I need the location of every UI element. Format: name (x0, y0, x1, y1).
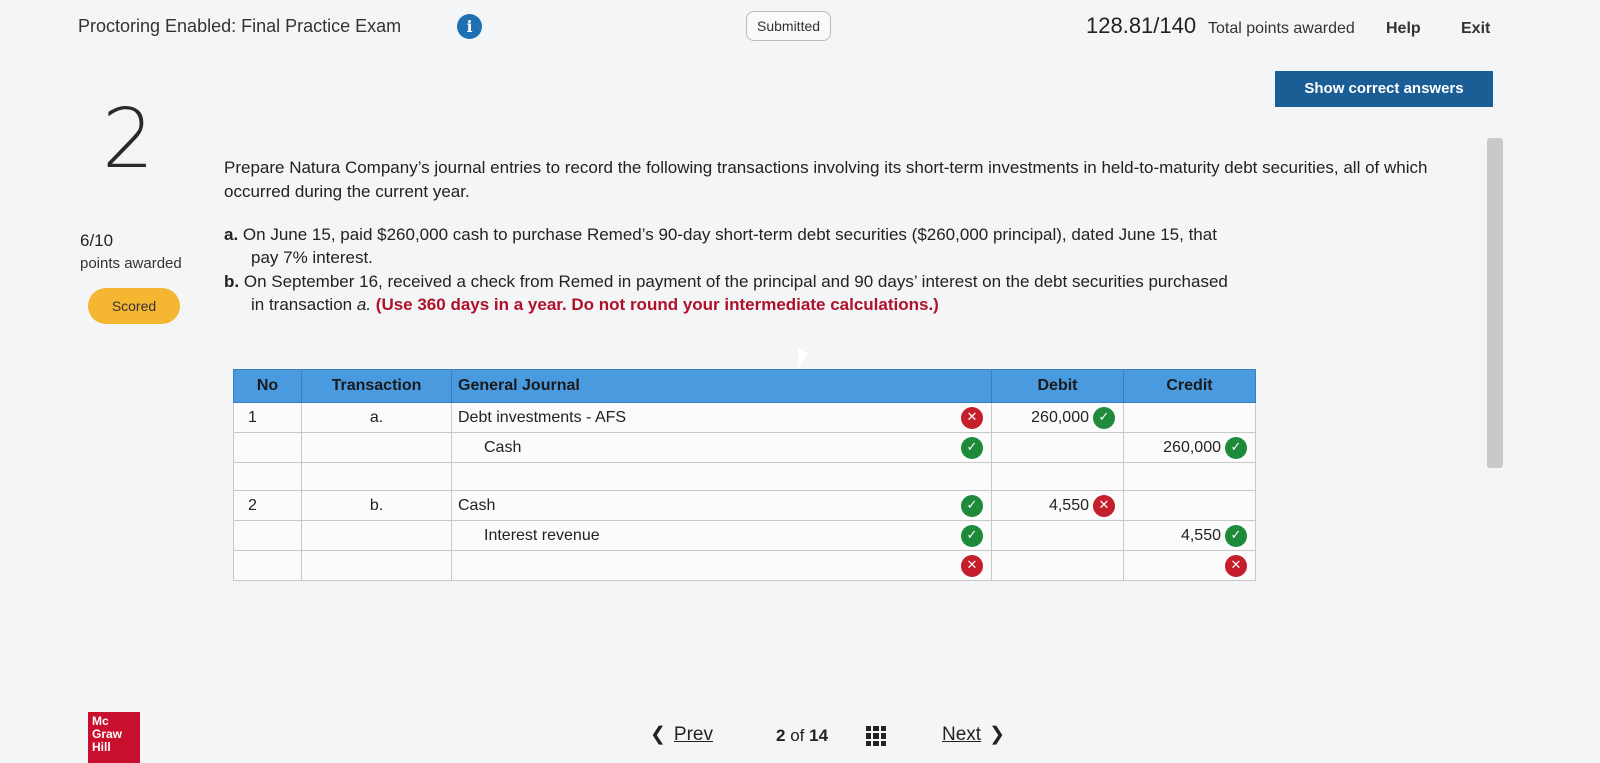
cell-transaction (302, 551, 452, 581)
correct-icon: ✓ (1225, 525, 1247, 547)
cell-credit[interactable] (1124, 551, 1256, 581)
correct-icon: ✓ (961, 525, 983, 547)
cell-account[interactable] (452, 463, 992, 491)
correct-icon: ✓ (1093, 407, 1115, 429)
correct-icon: ✓ (961, 437, 983, 459)
prev-label: Prev (673, 724, 713, 745)
incorrect-icon: ✕ (1225, 555, 1247, 577)
header-bar (0, 0, 1600, 55)
cell-transaction (302, 521, 452, 551)
cell-account[interactable] (452, 551, 992, 581)
item-a-text: On June 15, paid $260,000 cash to purchase Remed’s 90-day short-term debt securities ($260,000 principal), dated June 15, that (242, 225, 1217, 244)
cell-transaction (302, 433, 452, 463)
cell-no (234, 433, 302, 463)
item-b-note: (Use 360 days in a year. Do not round your intermediate calculations.) (375, 295, 939, 314)
question-item-a (224, 223, 1444, 269)
table-row (234, 403, 1256, 433)
page-current: 2 (776, 726, 786, 745)
item-b-text-cont (224, 293, 1444, 316)
question-number: 2 (102, 92, 155, 187)
exam-title: Proctoring Enabled: Final Practice Exam (78, 16, 402, 36)
debit-value: 260,000 (1031, 408, 1089, 426)
question-score: 6/10 (80, 231, 114, 250)
credit-value: 4,550 (1180, 526, 1221, 544)
question-grid-icon[interactable] (866, 726, 886, 746)
cell-no: 1 (234, 403, 302, 433)
question-score-label: points awarded (80, 255, 182, 272)
item-a-text-cont: pay 7% interest. (251, 248, 373, 267)
cell-account[interactable] (452, 521, 992, 551)
cell-debit[interactable] (992, 491, 1124, 521)
logo-line-1: Mc (92, 714, 109, 728)
item-b-label: b. (224, 272, 240, 291)
header-debit: Debit (992, 370, 1124, 403)
cell-debit[interactable] (992, 403, 1124, 433)
mcgraw-hill-logo (88, 712, 140, 763)
cell-transaction: b. (302, 491, 452, 521)
cell-credit[interactable] (1124, 491, 1256, 521)
help-link[interactable]: Help (1386, 20, 1421, 37)
question-prompt: Prepare Natura Company’s journal entries to record the following transactions involving its short-term investments in held-to-maturity debt securities, all of which occurred during the current year. (224, 158, 1428, 201)
page-of: of (790, 726, 805, 745)
exit-link[interactable]: Exit (1461, 20, 1491, 37)
item-b-text: On September 16, received a check from Remed in payment of the principal and 90 days’ interest on the debt securities purchased (243, 272, 1228, 291)
chevron-right-icon: ❯ (989, 724, 1005, 745)
cell-no (234, 521, 302, 551)
prev-button[interactable] (650, 723, 721, 746)
cell-credit[interactable] (1124, 521, 1256, 551)
cell-credit[interactable] (1124, 433, 1256, 463)
incorrect-icon: ✕ (961, 555, 983, 577)
item-b-ref: a. (356, 295, 372, 314)
table-row (234, 521, 1256, 551)
correct-icon: ✓ (961, 495, 983, 517)
account-text: Interest revenue (484, 526, 600, 544)
item-a-label: a. (224, 225, 239, 244)
account-text: Cash (484, 438, 522, 456)
scrollbar[interactable] (1487, 138, 1503, 468)
cell-no: 2 (234, 491, 302, 521)
question-item-b (224, 270, 1444, 316)
table-row (234, 551, 1256, 581)
logo-line-3: Hill (92, 740, 111, 754)
cell-no (234, 551, 302, 581)
logo-line-2: Graw (92, 727, 123, 741)
cell-account[interactable] (452, 403, 992, 433)
table-row (234, 433, 1256, 463)
cell-transaction (302, 463, 452, 491)
info-icon[interactable]: i (457, 14, 482, 39)
debit-value: 4,550 (1048, 496, 1089, 514)
cell-debit[interactable] (992, 463, 1124, 491)
page-total: 14 (809, 726, 829, 745)
header-general-journal: General Journal (452, 370, 992, 403)
journal-header-row (234, 370, 1256, 403)
cell-credit[interactable] (1124, 463, 1256, 491)
cell-debit[interactable] (992, 521, 1124, 551)
cell-debit[interactable] (992, 551, 1124, 581)
table-row-empty (234, 463, 1256, 491)
next-button[interactable] (934, 723, 1005, 746)
cell-account[interactable] (452, 433, 992, 463)
total-points-label: Total points awarded (1208, 20, 1355, 37)
journal-table (233, 369, 1256, 581)
show-correct-answers-button[interactable]: Show correct answers (1275, 71, 1493, 107)
cell-account[interactable] (452, 491, 992, 521)
submitted-badge: Submitted (746, 11, 831, 41)
account-text: Cash (458, 496, 496, 514)
incorrect-icon: ✕ (961, 407, 983, 429)
header-transaction: Transaction (302, 370, 452, 403)
item-b-text-pre: in transaction (251, 295, 353, 314)
scored-badge: Scored (88, 288, 180, 324)
next-label: Next (942, 724, 982, 745)
table-row (234, 491, 1256, 521)
cell-credit[interactable] (1124, 403, 1256, 433)
cell-transaction: a. (302, 403, 452, 433)
mouse-cursor-icon (798, 348, 808, 368)
page-indicator (776, 726, 828, 746)
chevron-left-icon: ❮ (650, 724, 666, 745)
header-credit: Credit (1124, 370, 1256, 403)
cell-debit[interactable] (992, 433, 1124, 463)
cell-no (234, 463, 302, 491)
incorrect-icon: ✕ (1093, 495, 1115, 517)
account-text: Debt investments - AFS (458, 408, 627, 426)
correct-icon: ✓ (1225, 437, 1247, 459)
total-points: 128.81/140 (1086, 13, 1197, 38)
header-no: No (234, 370, 302, 403)
credit-value: 260,000 (1163, 438, 1221, 456)
